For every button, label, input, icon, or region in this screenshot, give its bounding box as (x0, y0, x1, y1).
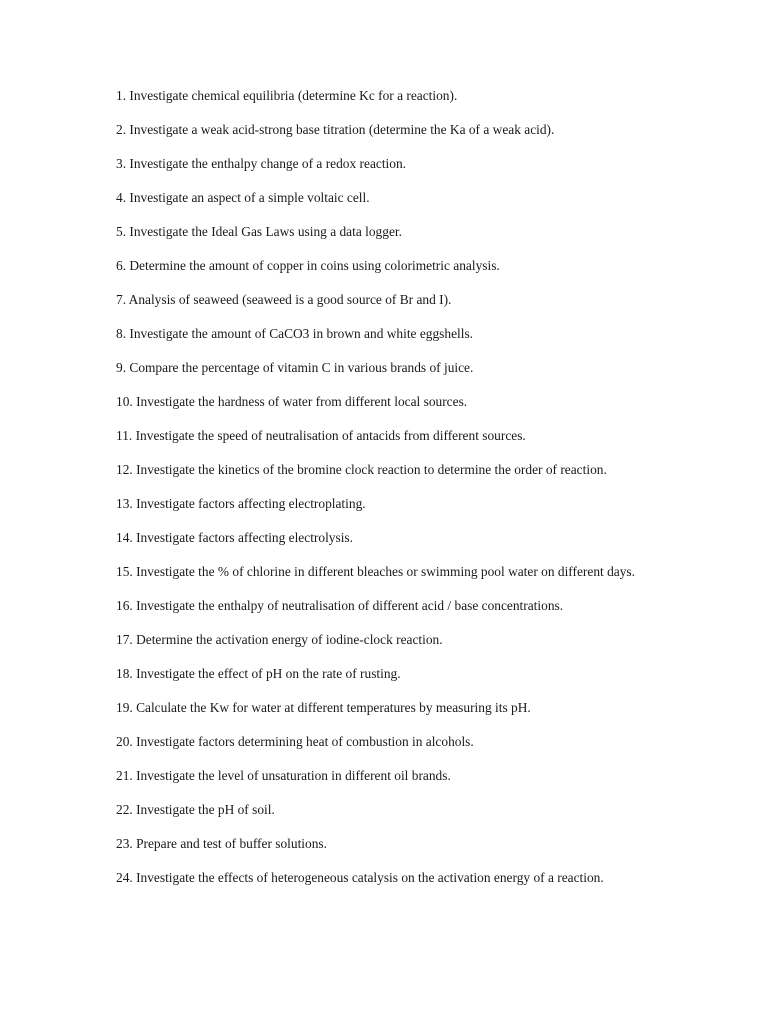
list-item: 14. Investigate factors affecting electrolysis. (116, 529, 353, 545)
list-item: 2. Investigate a weak acid-strong base titration (determine the Ka of a weak acid). (116, 121, 555, 137)
list-item: 21. Investigate the level of unsaturation in different oil brands. (116, 767, 451, 783)
list-item: 5. Investigate the Ideal Gas Laws using a data logger. (116, 223, 402, 239)
list-item: 11. Investigate the speed of neutralisation of antacids from different sources. (116, 427, 526, 443)
list-item: 22. Investigate the pH of soil. (116, 801, 275, 817)
list-item: 17. Determine the activation energy of iodine-clock reaction. (116, 631, 443, 647)
list-item: 18. Investigate the effect of pH on the rate of rusting. (116, 665, 401, 681)
list-item: 7. Analysis of seaweed (seaweed is a good source of Br and I). (116, 291, 452, 307)
list-item: 19. Calculate the Kw for water at different temperatures by measuring its pH. (116, 699, 531, 715)
list-item: 20. Investigate factors determining heat of combustion in alcohols. (116, 733, 474, 749)
list-item: 13. Investigate factors affecting electroplating. (116, 495, 366, 511)
list-item: 9. Compare the percentage of vitamin C in various brands of juice. (116, 359, 474, 375)
list-item: 16. Investigate the enthalpy of neutralisation of different acid / base concentrations. (116, 597, 564, 613)
list-item: 8. Investigate the amount of CaCO3 in brown and white eggshells. (116, 325, 474, 341)
investigation-list (116, 88, 646, 904)
list-item: 15. Investigate the % of chlorine in different bleaches or swimming pool water on different days. (116, 563, 635, 579)
list-item: 6. Determine the amount of copper in coins using colorimetric analysis. (116, 257, 500, 273)
list-item: 3. Investigate the enthalpy change of a redox reaction. (116, 155, 407, 171)
list-item: 24. Investigate the effects of heterogeneous catalysis on the activation energy of a reaction. (116, 869, 604, 885)
list-item: 1. Investigate chemical equilibria (determine Kc for a reaction). (116, 88, 458, 103)
list-item: 4. Investigate an aspect of a simple voltaic cell. (116, 189, 370, 205)
list-item: 23. Prepare and test of buffer solutions. (116, 835, 327, 851)
list-item: 12. Investigate the kinetics of the bromine clock reaction to determine the order of reaction. (116, 461, 607, 477)
list-item: 10. Investigate the hardness of water from different local sources. (116, 393, 468, 409)
